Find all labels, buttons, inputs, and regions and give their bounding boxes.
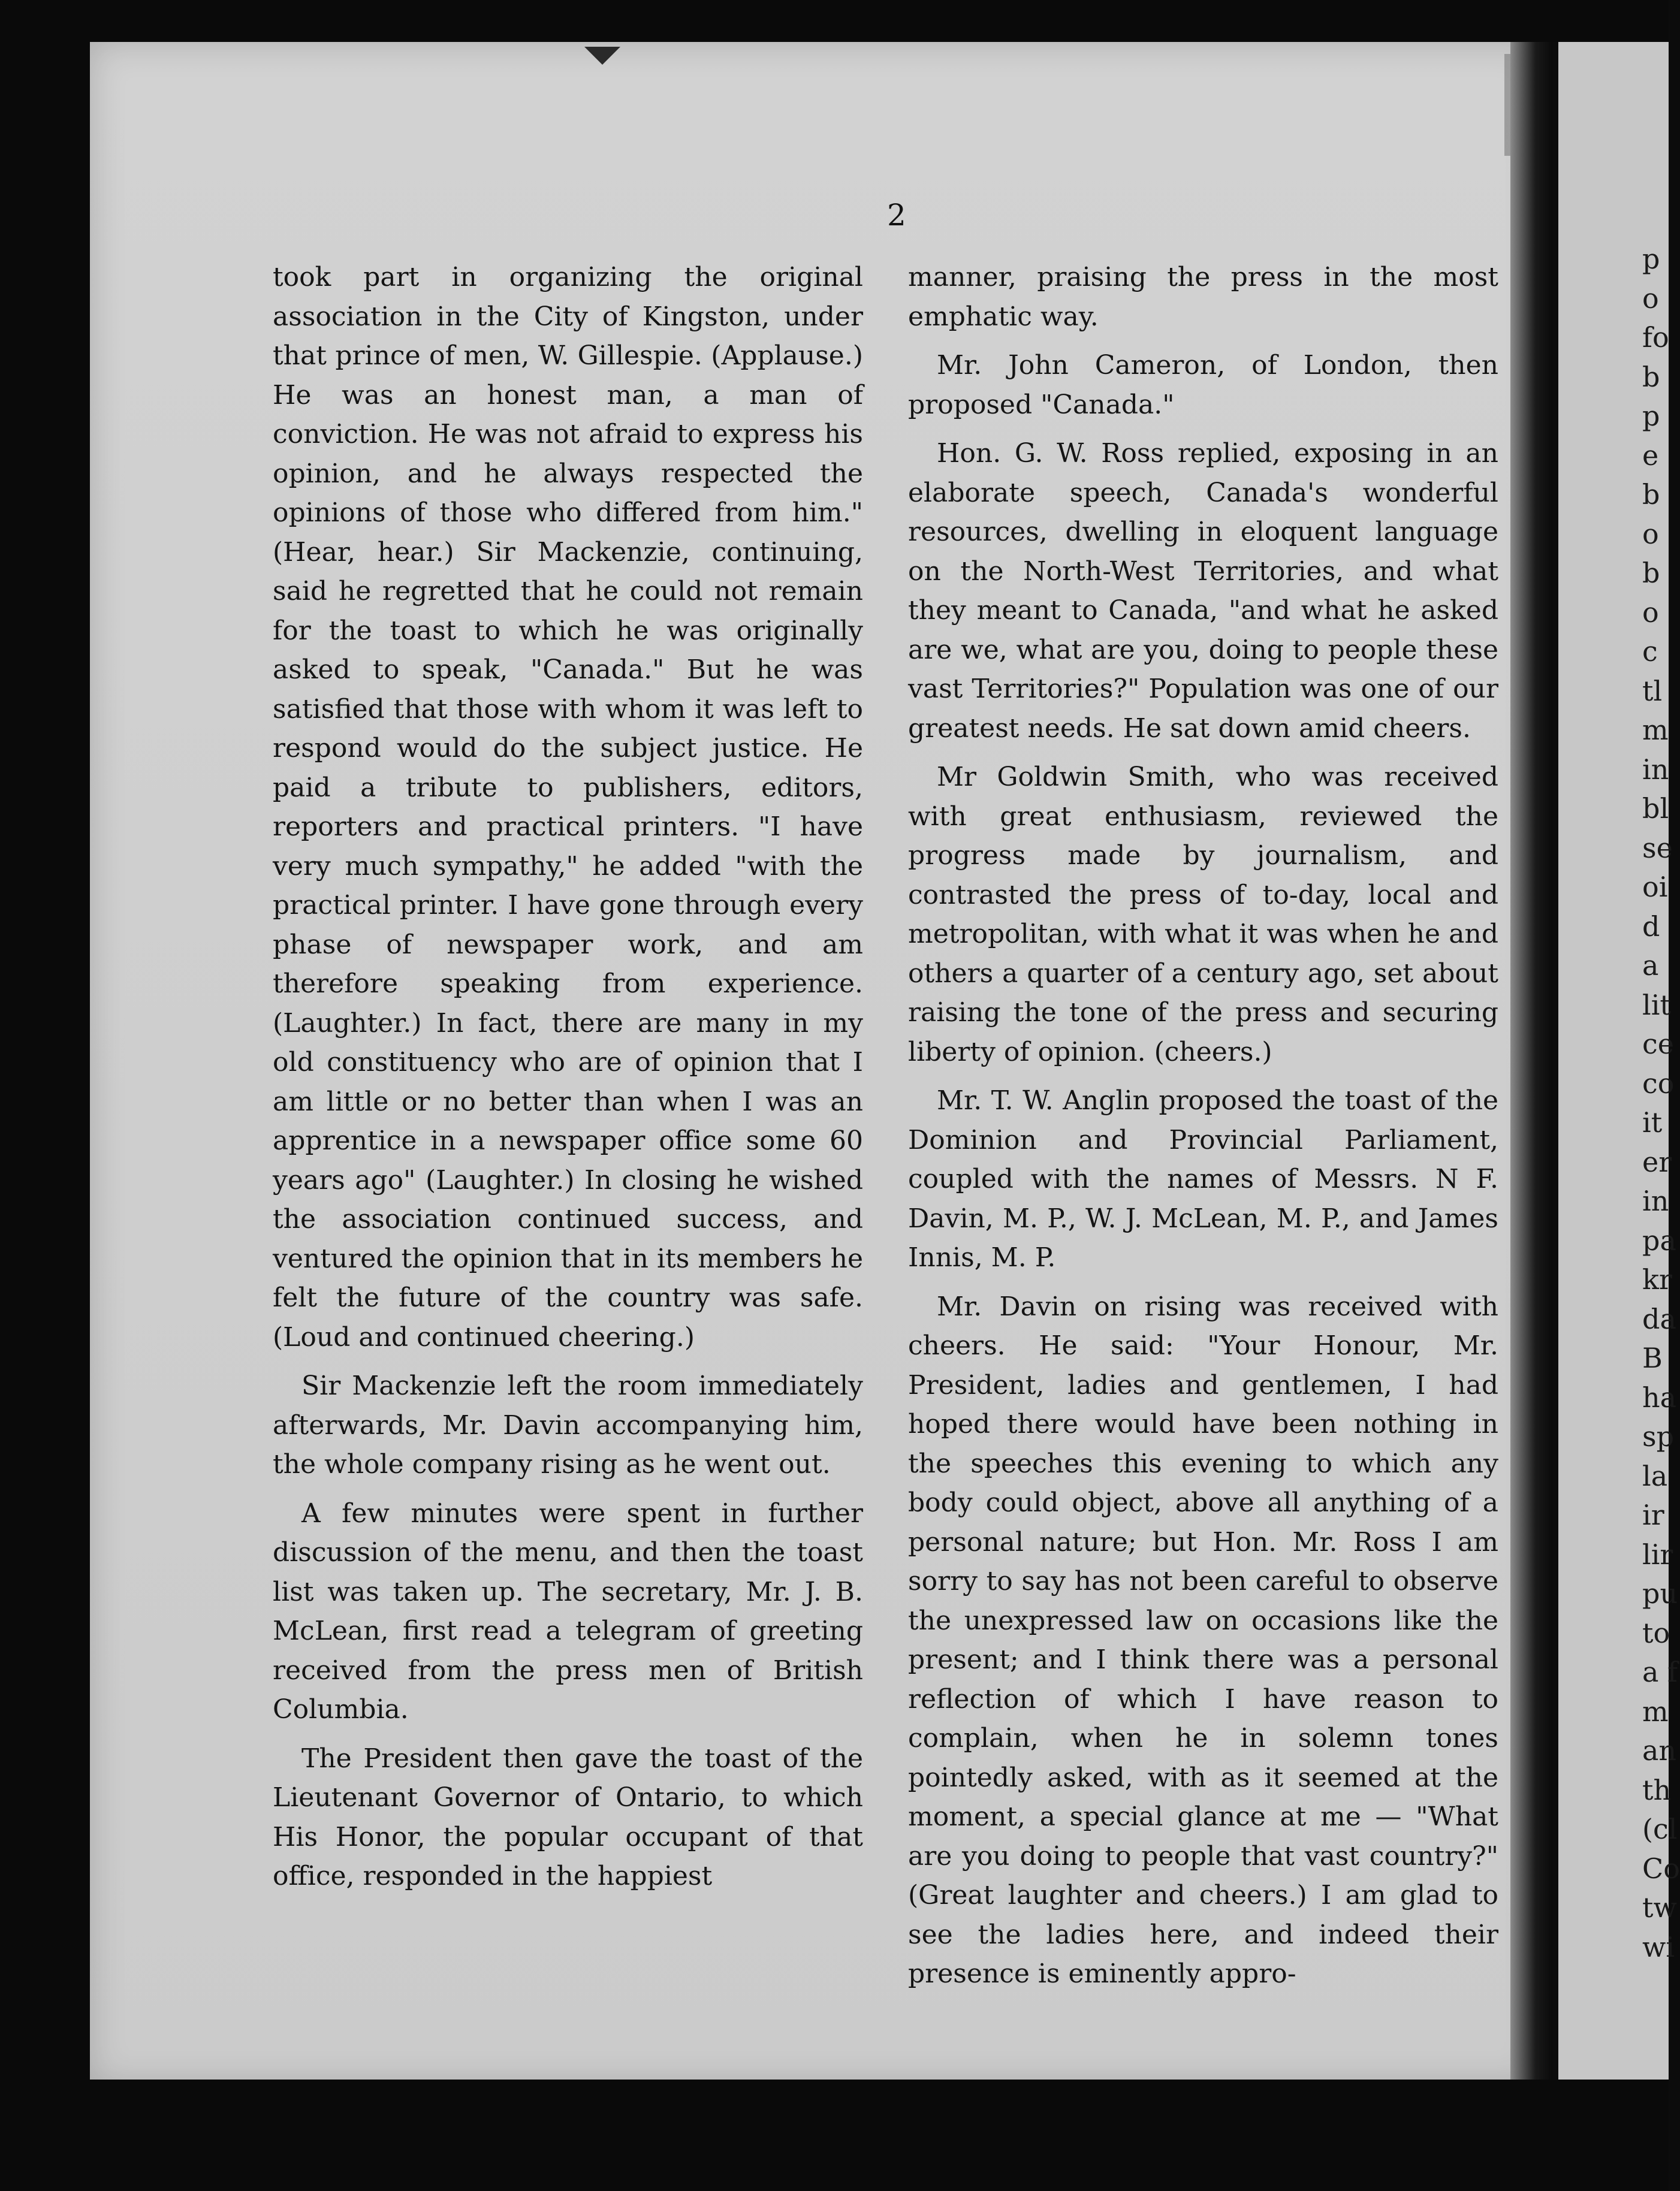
adjacent-page-text-fragment: a xyxy=(1642,949,1659,982)
right-column xyxy=(908,258,1498,2003)
adjacent-page-text-fragment: B xyxy=(1642,1342,1663,1374)
adjacent-page-text-fragment: er xyxy=(1642,1145,1672,1178)
adjacent-page-text-fragment: co xyxy=(1642,1067,1675,1100)
adjacent-page-text-fragment: ce xyxy=(1642,1028,1674,1060)
adjacent-page-text-fragment: pu xyxy=(1642,1577,1678,1610)
adjacent-page-text-fragment: fo xyxy=(1642,321,1669,354)
paragraph: Mr. T. W. Anglin proposed the toast of the Dominion and Provincial Parliament, coupled with the names of Messrs. N F. Davin, M. P., W. J. McLean, M. P., and James Innis, M. P. xyxy=(908,1085,1498,1273)
scan-border-left xyxy=(0,0,90,2191)
adjacent-page-text-fragment: b xyxy=(1642,557,1660,589)
adjacent-page-text-fragment: an xyxy=(1642,1734,1677,1767)
paragraph: manner, praising the press in the most emphatic way. xyxy=(908,262,1498,332)
adjacent-page-text-fragment: p xyxy=(1642,243,1660,275)
scan-border-top xyxy=(0,0,1669,42)
scan-border-bottom xyxy=(0,2080,1669,2191)
adjacent-page-text-fragment: d xyxy=(1642,910,1660,943)
adjacent-page-text-fragment: in xyxy=(1642,753,1669,786)
paragraph: Sir Mackenzie left the room immediately afterwards, Mr. Davin accompanying him, the whole company rising as he went out. xyxy=(273,1371,863,1480)
adjacent-page-text-fragment: b xyxy=(1642,360,1660,393)
adjacent-page-text-fragment: e xyxy=(1642,439,1659,472)
adjacent-page-text-fragment: p xyxy=(1642,400,1660,432)
left-column xyxy=(273,258,863,1906)
adjacent-page-text-fragment: in xyxy=(1642,1185,1669,1217)
adjacent-page-text-fragment: lir xyxy=(1642,1538,1673,1571)
paragraph: Hon. G. W. Ross replied, exposing in an elaborate speech, Canada's wonderful resources, dwelling in eloquent language on the North-West Territories, and what they meant to Canada, "and what he asked are we, what are you, doing to people these vast Territories?" Population was one of our greatest needs. He sat down amid cheers. xyxy=(908,438,1498,744)
page-fold-shadow xyxy=(1510,42,1552,2098)
adjacent-page-text-fragment: tw xyxy=(1642,1891,1677,1924)
paragraph: Mr. John Cameron, of London, then proposed "Canada." xyxy=(908,350,1498,420)
adjacent-page-edge xyxy=(1558,42,1680,2098)
adjacent-page-text-fragment: ha xyxy=(1642,1381,1677,1414)
adjacent-page-text-fragment: pa xyxy=(1642,1224,1676,1257)
adjacent-page-text-fragment: kr xyxy=(1642,1263,1672,1296)
adjacent-page-text-fragment: bl xyxy=(1642,792,1669,825)
adjacent-page-text-fragment: o xyxy=(1642,517,1659,550)
adjacent-page-text-fragment: oi xyxy=(1642,871,1668,903)
adjacent-page-text-fragment: wi xyxy=(1642,1930,1675,1963)
page-number: 2 xyxy=(887,198,906,233)
adjacent-page-text-fragment: (cl xyxy=(1642,1813,1678,1845)
adjacent-page-text-fragment: se xyxy=(1642,831,1673,864)
adjacent-page-text-fragment: o xyxy=(1642,282,1659,315)
paragraph: Mr Goldwin Smith, who was received with great enthusiasm, reviewed the progress made by journalism, and contrasted the press of to-day, local and metropolitan, with what it was when he and others a quarter of a century ago, set about raising the tone of the press and securing liberty of opinion. (cheers.) xyxy=(908,762,1498,1067)
adjacent-page-text-fragment: ir xyxy=(1642,1499,1664,1531)
adjacent-page-text-fragment: m xyxy=(1642,714,1669,746)
adjacent-page-text-fragment: a f xyxy=(1642,1656,1678,1688)
adjacent-page-text-fragment: lit xyxy=(1642,988,1671,1021)
adjacent-page-text-fragment: th xyxy=(1642,1773,1672,1806)
adjacent-page-text-fragment: m xyxy=(1642,1695,1669,1728)
adjacent-page-text-fragment: b xyxy=(1642,478,1660,511)
paragraph: Mr. Davin on rising was received with cheers. He said: "Your Honour, Mr. President, ladies and gentlemen, I had hoped there would have been nothing in the speeches this evening to which any body could object, above all anything of a personal nature; but Hon. Mr. Ross I am sorry to say has not been careful to observe the unexpressed law on occasions like the present; and I think there was a personal reflection of which I have reason to complain, when he in solemn tones pointedly asked, with as it seemed at the moment, a special glance at me — "What are you doing to people that vast country?" (Great laughter and cheers.) I am glad to see the ladies here, and indeed their presence is eminently appro- xyxy=(908,1291,1498,1989)
adjacent-page-text-fragment: la xyxy=(1642,1459,1668,1492)
adjacent-page-text-fragment: Co xyxy=(1642,1852,1680,1885)
adjacent-page-text-fragment: to xyxy=(1642,1616,1670,1649)
adjacent-page-text-fragment: sp xyxy=(1642,1420,1675,1453)
paragraph: A few minutes were spent in further discussion of the menu, and then the toast list was taken up. The secretary, Mr. J. B. McLean, first read a telegram of greeting received from the press men of British Columbia. xyxy=(273,1498,863,1725)
adjacent-page-text-fragment: o xyxy=(1642,596,1659,629)
paragraph: The President then gave the toast of the Lieutenant Governor of Ontario, to which His Honor, the popular occupant of that office, responded in the happiest xyxy=(273,1743,863,1891)
adjacent-page-text-fragment: da xyxy=(1642,1302,1676,1335)
paragraph: took part in organizing the original association in the City of Kingston, under that prince of men, W. Gillespie. (Applause.) He was an honest man, a man of conviction. He was not afraid to express his opinion, and he always respected the opinions of those who differed from him." (Hear, hear.) Sir Mackenzie, continuing, said he regretted that he could not remain for the toast to which he was originally asked to speak, "Canada." But he was satisfied that those with whom it was left to respond would do the subject justice. He paid a tribute to publishers, editors, reporters and practical printers. "I have very much sympathy," he added "with the practical printer. I have gone through every phase of newspaper work, and am therefore speaking from experience. (Laughter.) In fact, there are many in my old constituency who are of opinion that I am little or no better than when I was an apprentice in a newspaper office some 60 years ago" (Laughter.) In closing he wished the association continued success, and ventured the opinion that in its members he felt the future of the country was safe. (Loud and continued cheering.) xyxy=(273,262,863,1353)
adjacent-page-text-fragment: c xyxy=(1642,635,1658,668)
adjacent-page-text-fragment: it xyxy=(1642,1106,1663,1139)
adjacent-page-text-fragment: tl xyxy=(1642,674,1663,707)
